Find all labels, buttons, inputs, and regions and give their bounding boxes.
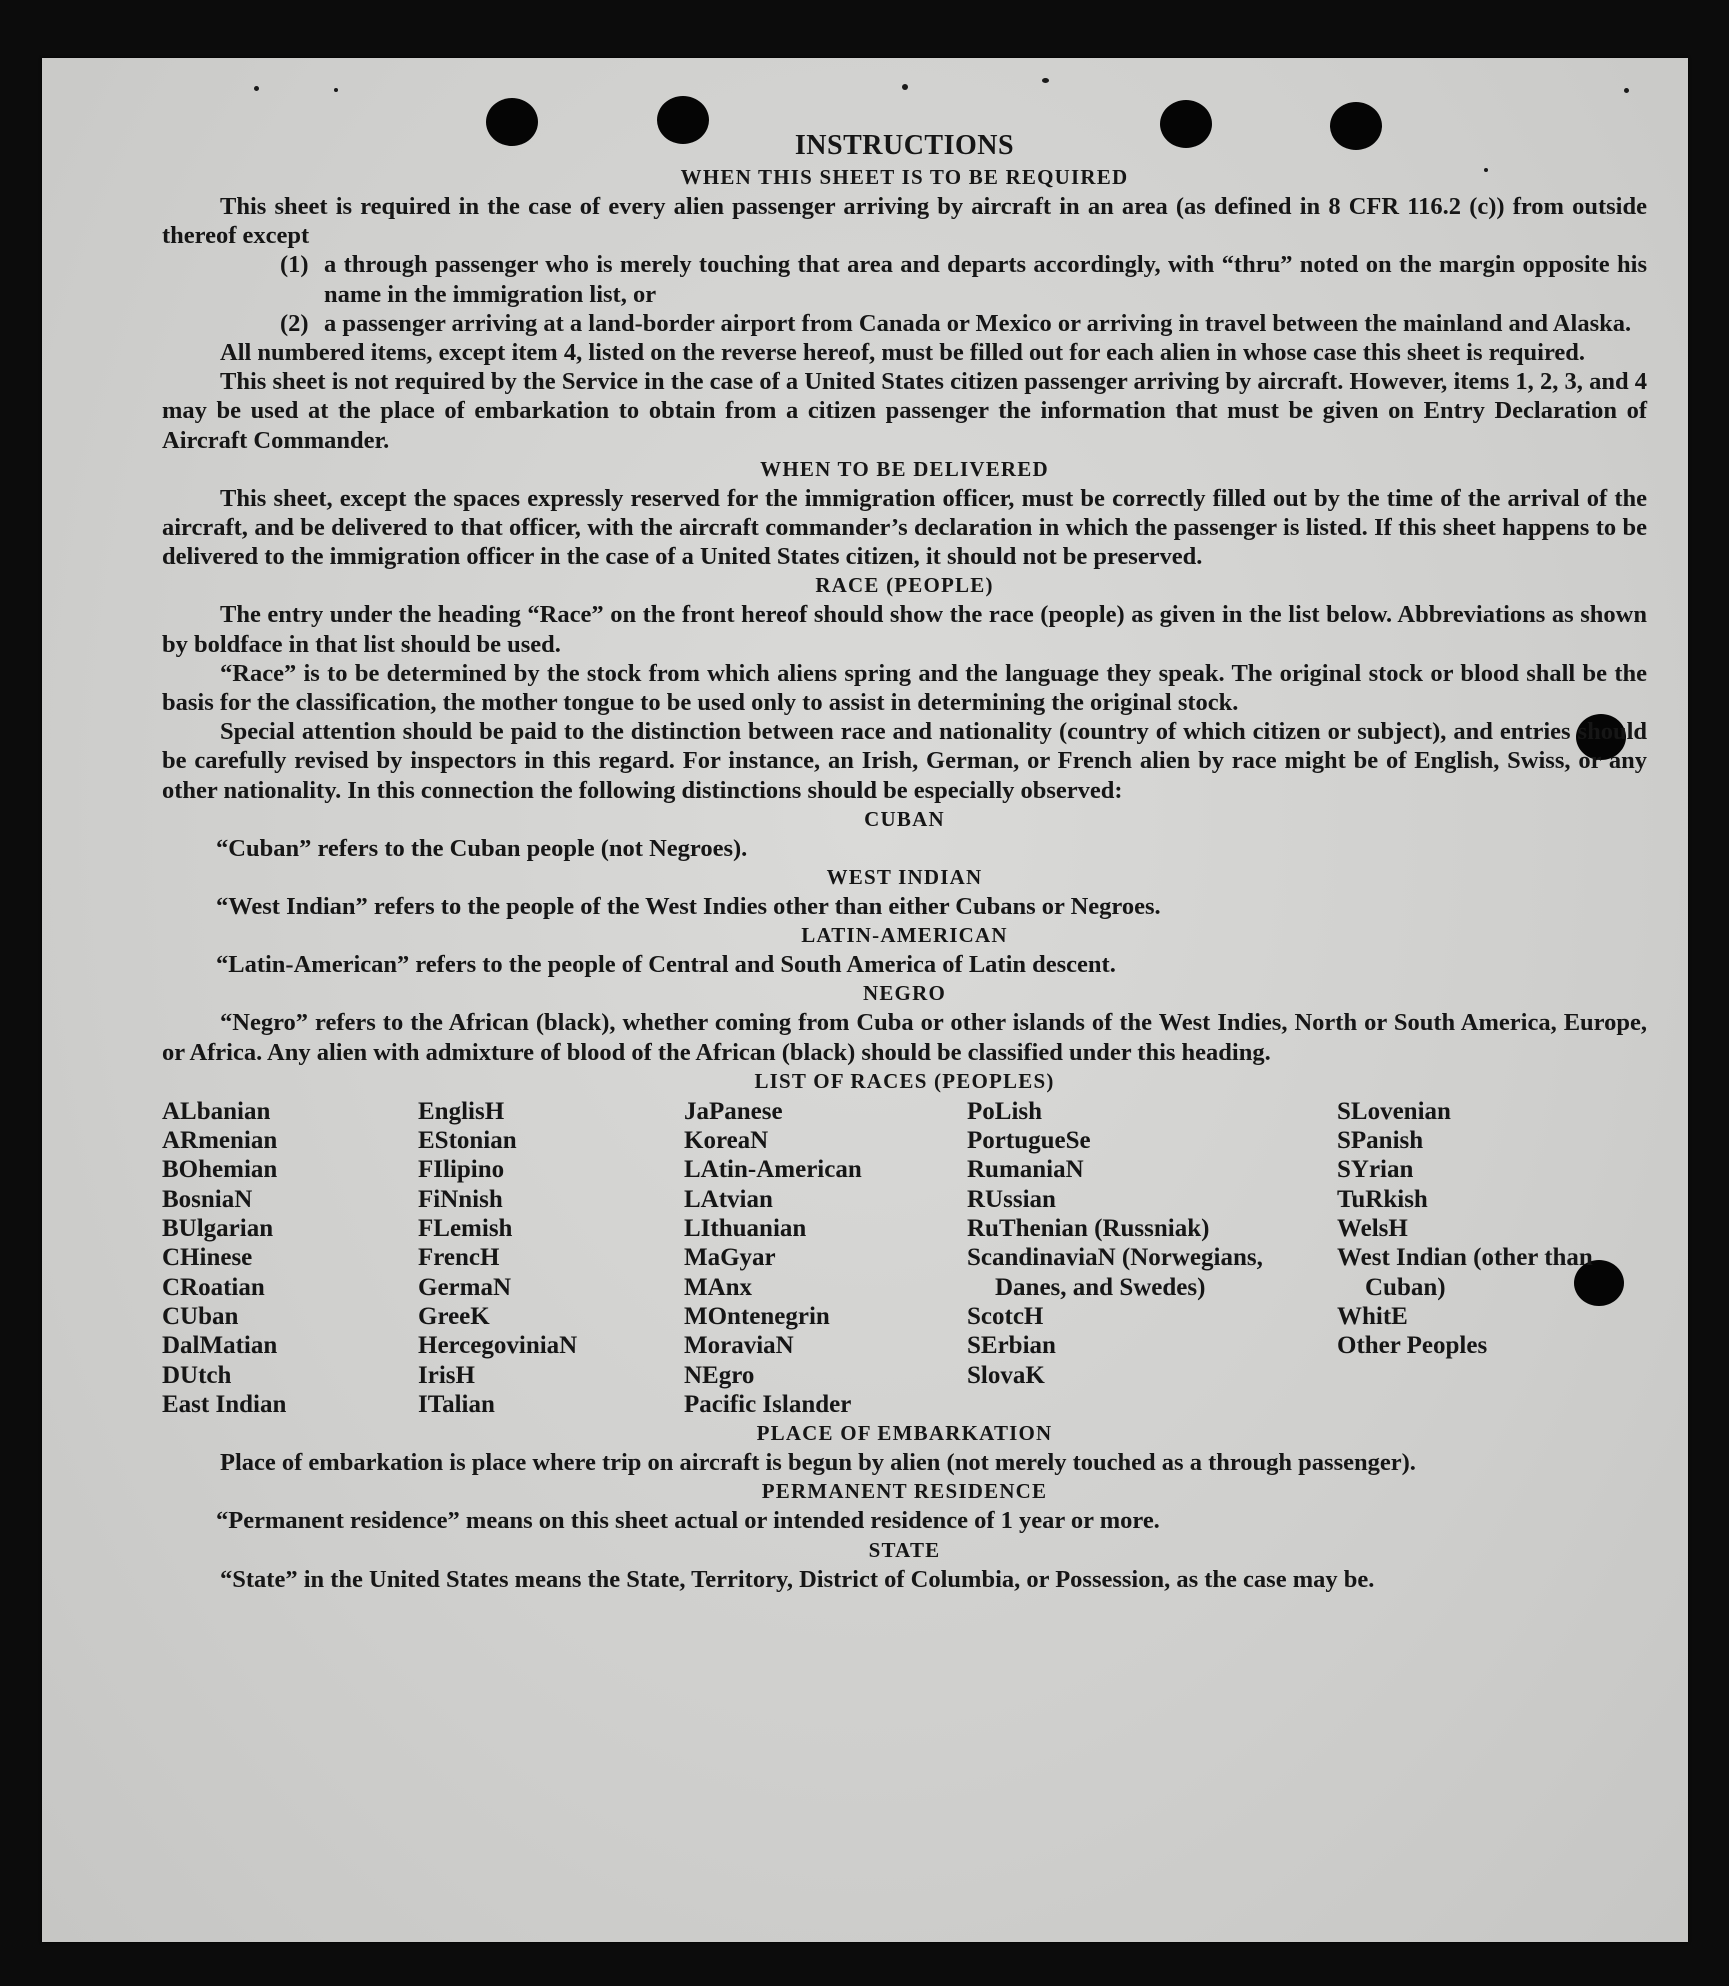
race-item: BUlgarian (162, 1215, 274, 1243)
race-item: SErbian (967, 1332, 1056, 1360)
race-item: EStonian (418, 1127, 517, 1155)
race-item: East Indian (162, 1390, 287, 1418)
race-item: West Indian (other than Cuban) (1337, 1244, 1593, 1301)
speck (334, 88, 338, 92)
race-item: ARmenian (162, 1127, 278, 1155)
race-item: ScandinaviaN (Norwegians, Danes, and Swedes) (967, 1244, 1263, 1301)
paragraph: All numbered items, except item 4, listed on the reverse hereof, must be filled out for each alien in whose case this sheet is required. (220, 339, 1586, 367)
race-item: FrencH (418, 1244, 500, 1272)
race-item: EnglisH (418, 1097, 505, 1125)
paragraph: The entry under the heading “Race” on the front hereof should show the race (people) as given in the list below. Abbreviations as shown by boldface in that list should be used. (162, 601, 1647, 658)
race-item: RUssian (967, 1185, 1056, 1213)
paragraph: “Permanent residence” means on this sheet actual or intended residence of 1 year or more. (216, 1507, 1160, 1535)
section-heading: LIST OF RACES (PEOPLES) (754, 1068, 1055, 1093)
paragraph: This sheet is required in the case of every alien passenger arriving by aircraft in an area (as defined in 8 CFR 116.2 (c)) from outside thereof except (162, 193, 1647, 250)
speck (1624, 88, 1629, 93)
section-heading: WHEN TO BE DELIVERED (760, 456, 1049, 481)
paragraph: Special attention should be paid to the distinction between race and nationality (country of which citizen or subject), and entries should be carefully revised by inspectors in this regard. For instance, an Irish, German, or French alien by race might be of English, Swiss, or any other nationality. In this connection the following distinctions should be especially observed: (162, 718, 1647, 804)
race-item: CHinese (162, 1244, 253, 1272)
list-item-text: a passenger arriving at a land-border airport from Canada or Mexico or arriving in travel between the mainland and Alaska. (324, 309, 1632, 337)
race-item: MaGyar (684, 1244, 776, 1272)
race-item: BOhemian (162, 1156, 278, 1184)
race-item: PortugueSe (967, 1127, 1091, 1155)
race-item: DalMatian (162, 1332, 278, 1360)
section-heading: LATIN-AMERICAN (801, 923, 1008, 948)
race-item: JaPanese (684, 1097, 783, 1125)
race-item: LAtvian (684, 1185, 773, 1213)
speck (902, 84, 908, 90)
list-item-text: a through passenger who is merely touching that area and departs accordingly, with “thru” noted on the margin opposite his name in the immigration list, or (324, 251, 1647, 308)
race-item: ALbanian (162, 1097, 271, 1125)
paragraph: This sheet is not required by the Service in the case of a United States citizen passenger arriving by aircraft. However, items 1, 2, 3, and 4 may be used at the place of embarkation to obtain from a citizen passenger the information that must be given on Entry Declaration of Aircraft Commander. (162, 368, 1647, 454)
section-heading: WEST INDIAN (826, 865, 983, 890)
list-item-number: (2) (280, 309, 309, 337)
page-title: INSTRUCTIONS (794, 130, 1015, 161)
speck (1042, 78, 1049, 83)
race-item: SYrian (1337, 1156, 1414, 1184)
race-item: MoraviaN (684, 1332, 794, 1360)
race-item: FLemish (418, 1215, 513, 1243)
race-item: DUtch (162, 1361, 232, 1389)
paragraph: “Cuban” refers to the Cuban people (not Negroes). (216, 834, 748, 862)
race-item: BosniaN (162, 1185, 253, 1213)
paragraph: “West Indian” refers to the people of the West Indies other than either Cubans or Negroes. (216, 893, 1161, 921)
race-item: ScotcH (967, 1302, 1044, 1330)
document-sheet (42, 58, 1688, 1942)
section-heading: PERMANENT RESIDENCE (761, 1479, 1048, 1504)
race-column (1337, 1097, 1637, 1419)
section-heading: NEGRO (862, 981, 946, 1006)
race-item: FIlipino (418, 1156, 505, 1184)
race-item: LAtin-American (684, 1156, 862, 1184)
race-list (162, 1097, 1647, 1419)
race-item: Other Peoples (1337, 1332, 1488, 1360)
race-item: TuRkish (1337, 1185, 1428, 1213)
race-item: WelsH (1337, 1215, 1408, 1243)
race-item: MOntenegrin (684, 1302, 830, 1330)
race-column (684, 1097, 967, 1419)
paragraph: “Latin-American” refers to the people of Central and South America of Latin descent. (216, 951, 1116, 979)
race-item: FiNnish (418, 1185, 503, 1213)
race-item: KoreaN (684, 1127, 769, 1155)
race-item: PoLish (967, 1097, 1043, 1125)
paragraph: “Negro” refers to the African (black), whether coming from Cuba or other islands of the West Indies, North or South America, Europe, or Africa. Any alien with admixture of blood of the African (black) should be classified under this heading. (162, 1009, 1647, 1066)
race-item: WhitE (1337, 1302, 1408, 1330)
paragraph: “State” in the United States means the State, Territory, District of Columbia, or Possession, as the case may be. (220, 1565, 1375, 1593)
race-item: RumaniaN (967, 1156, 1084, 1184)
race-item: LIthuanian (684, 1215, 807, 1243)
section-heading: RACE (PEOPLE) (815, 573, 994, 598)
section-heading: WHEN THIS SHEET IS TO BE REQUIRED (680, 165, 1129, 189)
race-item: MAnx (684, 1273, 753, 1301)
list-item-number: (1) (280, 251, 309, 279)
race-item: GreeK (418, 1302, 490, 1330)
instructions-text (162, 130, 1647, 1594)
race-item: IrisH (418, 1361, 475, 1389)
speck (254, 86, 259, 91)
race-item: CRoatian (162, 1273, 265, 1301)
paragraph: This sheet, except the spaces expressly reserved for the immigration officer, must be correctly filled out by the time of the arrival of the aircraft, and be delivered to that officer, with the aircraft commander’s declaration in which the passenger is listed. If this sheet happens to be delivered to the immigration officer in the case of a United States citizen, it should not be preserved. (162, 484, 1647, 571)
paragraph: Place of embarkation is place where trip on aircraft is begun by alien (not merely touched as a through passenger). (220, 1449, 1416, 1477)
race-column (967, 1097, 1337, 1419)
race-column (162, 1097, 418, 1419)
section-heading: PLACE OF EMBARKATION (756, 1421, 1053, 1446)
race-item: SlovaK (967, 1361, 1045, 1389)
race-item: SLovenian (1337, 1097, 1451, 1125)
paragraph: “Race” is to be determined by the stock from which aliens spring and the language they speak. The original stock or blood shall be the basis for the classification, the mother tongue to be used only to assist in determining the original stock. (162, 659, 1647, 717)
list-item (162, 250, 1647, 308)
list-item (162, 309, 1647, 338)
race-column (418, 1097, 684, 1419)
race-item: ITalian (418, 1390, 495, 1418)
race-item: GermaN (418, 1273, 512, 1301)
race-item: HercegoviniaN (418, 1332, 578, 1360)
race-item: Pacific Islander (684, 1390, 852, 1418)
section-heading: STATE (868, 1537, 941, 1562)
race-item: RuThenian (Russniak) (967, 1215, 1210, 1243)
race-item: CUban (162, 1302, 239, 1330)
race-item: NEgro (684, 1361, 755, 1389)
section-heading: CUBAN (864, 806, 945, 831)
race-item: SPanish (1337, 1127, 1424, 1155)
